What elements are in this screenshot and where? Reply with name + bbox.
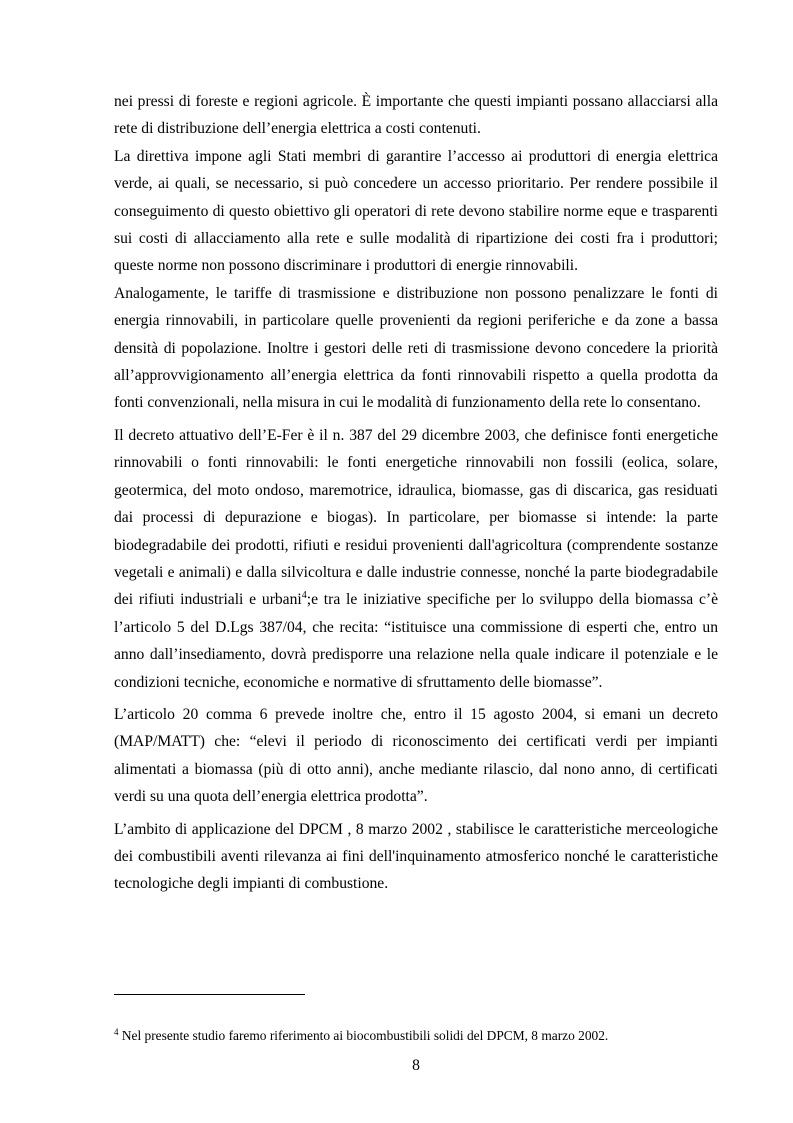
paragraph-4 — [114, 422, 718, 696]
footnote-reference-marker: 4 — [301, 590, 307, 602]
footnote-separator — [114, 994, 305, 995]
paragraph-3: Analogamente, le tariffe di trasmissione e distribuzione non possono penalizzare le fonti di energia rinnovabili, in particolare quelle provenienti da regioni periferiche e da zone a bassa densità di popolazione. Inoltre i gestori delle reti di trasmissione devono concedere la priorità all’approvvigionamento all’energia elettrica da fonti rinnovabili rispetto a quella prodotta da fonti convenzionali, nella misura in cui le modalità di funzionamento della rete lo consentano. — [114, 284, 718, 412]
footnote-text: Nel presente studio faremo riferimento ai biocombustibili solidi del DPCM, 8 marzo 2002. — [118, 1028, 609, 1043]
body-text — [114, 88, 718, 898]
footnote — [114, 1027, 754, 1045]
paragraph-4-text-before: Il decreto attuativo dell’E-Fer è il n. 387 del 29 dicembre 2003, che definisce fonti energetiche rinnovabili o fonti rinnovabili: le fonti energetiche rinnovabili non fossili (eolica, solare, geotermica, del moto ondoso, maremotrice, idraulica, biomasse, gas di discarica, gas residuati dai processi di depurazione e biogas). In particolare, per biomasse si intende: la parte biodegradabile dei prodotti, rifiuti e residui provenienti dall'agricoltura (comprendente sostanze vegetali e animali) e dalla silvicoltura e dalle industrie connesse, nonché la parte biodegradabile dei rifiuti industriali e urbani — [114, 426, 718, 609]
footnote-marker: 4 — [114, 1027, 119, 1037]
page-number: 8 — [412, 1057, 420, 1074]
paragraph-2: La direttiva impone agli Stati membri di garantire l’accesso ai produttori di energia elettrica verde, ai quali, se necessario, si può concedere un accesso prioritario. Per rendere possibile il conseguimento di questo obiettivo gli operatori di rete devono stabilire norme eque e trasparenti sui costi di allacciamento alla rete e sulle modalità di ripartizione dei costi fra i produttori; queste norme non possono discriminare i produttori di energie rinnovabili. — [114, 147, 718, 275]
paragraph-4-text-after: ;e tra le iniziative specifiche per lo sviluppo della biomassa c’è l’articolo 5 del D.Lgs 387/04, che recita: “istituisce una commissione di esperti che, entro un anno dall’insediamento, dovrà predisporre una relazione nella quale indicare il potenziale e le condizioni tecniche, economiche e normative di sfruttamento delle biomasse”. — [114, 591, 719, 691]
paragraph-6: L’ambito di applicazione del DPCM , 8 marzo 2002 , stabilisce le caratteristiche merceologiche dei combustibili aventi rilevanza ai fini dell'inquinamento atmosferico nonché le caratteristiche tecnologiche degli impianti di combustione. — [114, 820, 718, 893]
paragraph-1: nei pressi di foreste e regioni agricole. È importante che questi impianti possano allacciarsi alla rete di distribuzione dell’energia elettrica a costi contenuti. — [114, 93, 718, 138]
paragraph-5: L’articolo 20 comma 6 prevede inoltre che, entro il 15 agosto 2004, si emani un decreto (MAP/MATT) che: “elevi il periodo di riconoscimento dei certificati verdi per impianti alimentati a biomassa (più di otto anni), anche mediante rilascio, dal nono anno, di certificati verdi su una quota dell’energia elettrica prodotta”. — [114, 705, 718, 806]
